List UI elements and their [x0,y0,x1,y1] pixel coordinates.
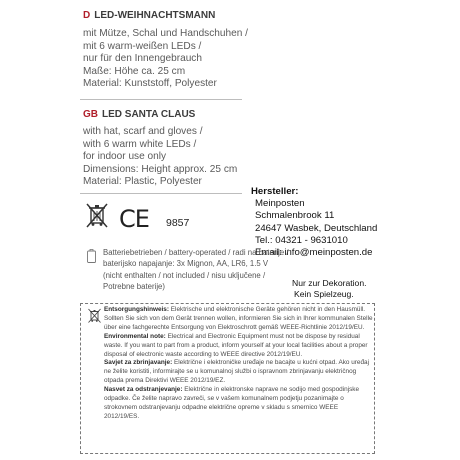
manufacturer-heading: Hersteller: [251,186,299,197]
manufacturer-street: Schmalenbrook 11 [255,210,335,222]
german-line: mit Mütze, Schal und Handschuhen / [83,28,248,39]
german-language-code: D [83,10,91,21]
english-line: Material: Plastic, Polyester [83,176,202,188]
battery-info [103,247,289,292]
battery-line: Potrebne baterije) [103,281,165,291]
disposal-text-sl: Električne in elektronske naprave ne sodijo med gospodinjske odpadke. Če želite napravo zavreči, se v vašem komunalnem podjetju pozanimajte o strokovnem odstranjevanju odpadne električne opreme v skladu s smernico WEEE 2012/19/ES. [104,386,360,420]
manufacturer-city: 24647 Wasbek, Deutschland [255,222,378,234]
disposal-note-sl [104,386,374,422]
decoration-note [292,278,367,300]
battery-line: Batteriebetrieben / battery-operated / radi na baterije / [103,248,289,257]
english-line: Dimensions: Height approx. 25 cm [83,163,238,175]
manufacturer-email: Email: info@meinposten.de [255,247,373,259]
manufacturer-name: Meinposten [255,198,305,210]
disposal-text-de: Elektrische und elektronische Geräte gehören nicht in den Hausmüll. Sollten Sie sich von dem Gerät trennen wollen, informieren Sie sich in Ihrer kommunalen Stelle über eine fachgerechte Entsorgung von Elektroschrott gemäß WEEE-Richtlinie 2012/19/EU. [104,306,373,331]
english-line: for indoor use only [83,151,167,163]
english-line: with 6 warm white LEDs / [83,138,197,150]
section-divider [80,193,242,194]
decoration-note-line2: Kein Spielzeug. [294,289,354,299]
disposal-note-de [104,306,374,333]
ce-mark: CE [119,205,149,233]
battery-line: (nicht enthalten / not included / nisu uključene / [103,270,266,280]
disposal-label-de: Entsorgungshinweis: [104,306,169,313]
german-line: mit 6 warm-weißen LEDs / [83,40,202,52]
german-line: Material: Kunststoff, Polyester [83,78,217,90]
german-section [83,10,248,91]
product-code: 9857 [166,217,190,229]
disposal-text-hr: Električne i elektroničke uređaje ne bacajte u kućni otpad. Ako uređaj ne želite koristiti, informirajte se u komunalnoj službi o ispravnom zbrinjavanju električnog otpada prema Direktivi WEEE 2012/19/EZ. [104,359,370,385]
crossed-out-bin-icon [88,308,101,323]
disposal-note-en [104,333,374,360]
battery-line: baterijsko napajanje: 3x Mignon, AA, LR6, 1.5 V [103,259,269,269]
section-divider [80,99,242,100]
disposal-label-hr: Savjet za zbrinjavanje: [104,359,173,367]
battery-icon [87,249,96,263]
disposal-text-en: Electrical and Electronic Equipment must not be dispose by residual waste. If you want to part from a product, inform yourself at your local facilities about a proper disposal of electronic waste according to WEEE directive 2012/19/EU. [104,332,368,358]
decoration-note-line1: Nur zur Dekoration. [292,278,367,288]
disposal-notes [104,306,374,422]
english-section [83,109,243,189]
english-title: LED SANTA CLAUS [102,109,196,120]
disposal-note-hr [104,359,374,386]
german-heading [83,10,243,22]
german-line: Maße: Höhe ca. 25 cm [83,65,186,77]
english-heading [83,109,243,121]
disposal-label-en: Environmental note: [104,332,166,340]
english-language-code: GB [83,109,98,120]
english-line: with hat, scarf and gloves / [83,126,203,137]
disposal-label-sl: Nasvet za odstranjevanje: [104,386,183,394]
german-title: LED-WEIHNACHTSMANN [94,10,216,21]
german-line: nur für den Innengebrauch [83,53,202,65]
crossed-out-bin-icon [86,202,108,228]
manufacturer-phone: Tel.: 04321 - 9631010 [255,234,348,246]
compliance-symbols [86,202,236,232]
